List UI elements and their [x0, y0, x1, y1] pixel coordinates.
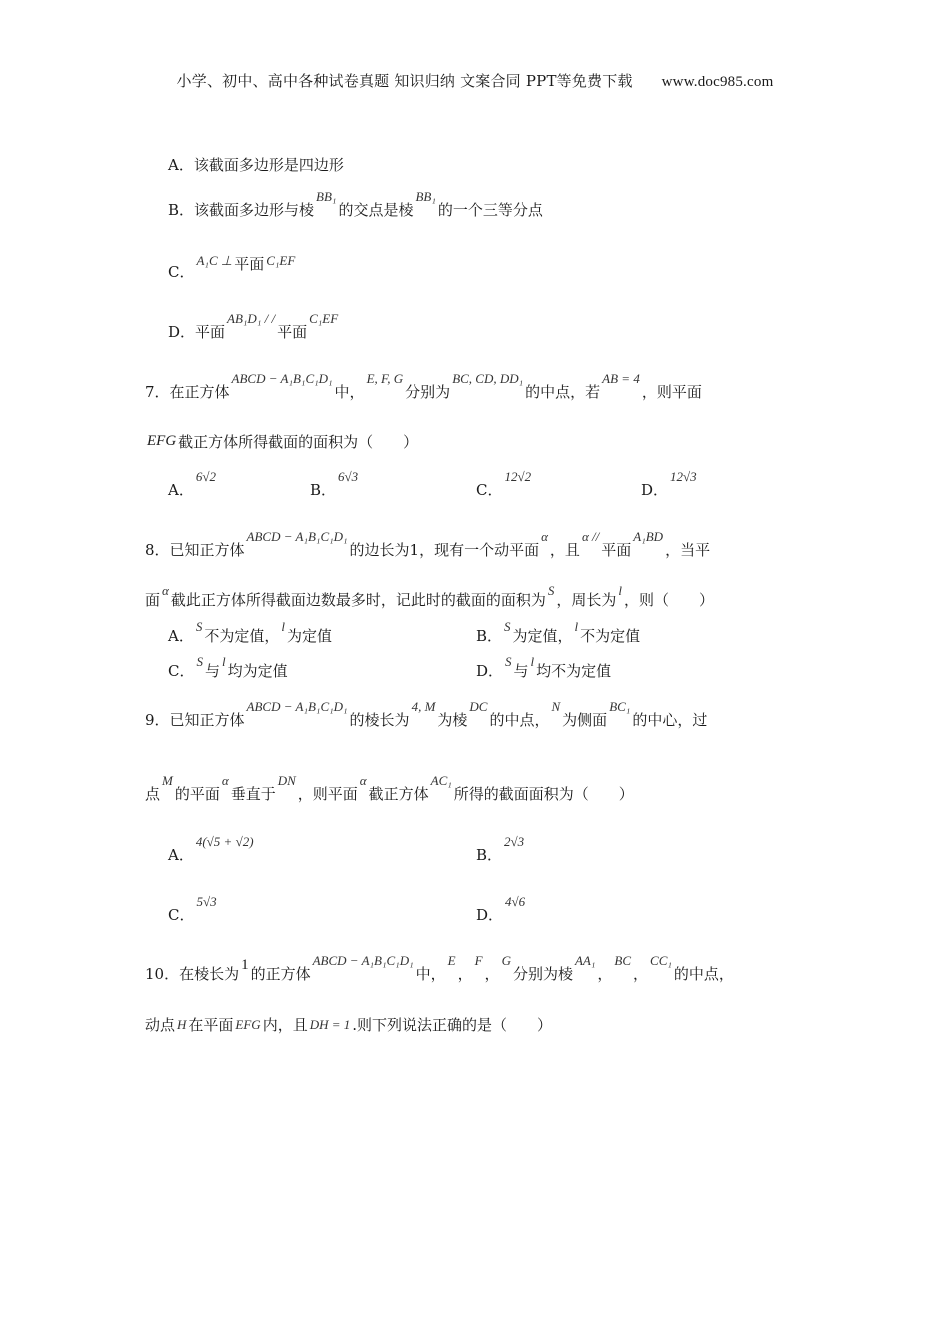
- q-text: 平面: [601, 541, 632, 559]
- q9-stem-line1: [145, 699, 708, 731]
- q8-stem-line2: [145, 583, 715, 611]
- option-label: A．: [168, 481, 194, 499]
- q6-option-d: [168, 311, 340, 343]
- q-text: ，: [633, 965, 649, 983]
- q10-stem-line1: [145, 953, 734, 985]
- option-text: 均不为定值: [536, 662, 612, 680]
- math-expr: ABCD − A₁B₁C₁D₁: [246, 529, 348, 544]
- math-expr: l: [222, 654, 226, 669]
- q6-option-b: [168, 189, 543, 221]
- math-expr: 1: [241, 957, 249, 973]
- math-expr: 4(√5 + √2): [195, 834, 254, 849]
- math-expr: AB = 4: [602, 371, 640, 386]
- q-text: 中，: [415, 965, 446, 983]
- math-expr: 4, M: [411, 699, 436, 714]
- math-expr: 6√3: [338, 469, 359, 484]
- math-expr: N: [551, 699, 561, 714]
- q9-option-c: [168, 894, 219, 926]
- option-label: C．: [168, 263, 195, 281]
- q9-stem-line2: [145, 773, 634, 805]
- math-expr: S: [547, 583, 555, 598]
- option-text: 为定值: [286, 627, 332, 645]
- q-text: 动点: [145, 1016, 176, 1034]
- option-label: C．: [476, 481, 503, 499]
- q-text: 10．在棱长为: [145, 965, 240, 983]
- math-expr: S: [196, 654, 203, 669]
- math-expr: l: [574, 619, 579, 634]
- q8-option-b: [476, 619, 641, 647]
- q9-option-d: [476, 894, 527, 926]
- q9-option-a: [168, 834, 256, 866]
- q7-option-c: [476, 469, 533, 501]
- q-text: ，且: [549, 541, 580, 559]
- math-expr: α: [221, 773, 229, 788]
- q8-option-c: [168, 654, 288, 682]
- q8-option-a: [168, 619, 332, 647]
- option-text: 平面: [234, 255, 265, 273]
- option-label: D．: [641, 481, 669, 499]
- math-expr: M: [162, 773, 173, 788]
- q-text: 分别为: [405, 383, 451, 401]
- q-text: 的正方体: [250, 965, 311, 983]
- math-expr: DC: [469, 699, 488, 714]
- math-expr: C₁EF: [309, 311, 339, 326]
- option-text: 为定值，: [512, 627, 573, 645]
- q7-stem-line2: [145, 432, 418, 453]
- q-text: .则下列说法正确的是（ ）: [352, 1016, 553, 1034]
- option-label: C．: [168, 662, 195, 680]
- q10-stem-line2: [145, 1015, 552, 1036]
- q-text: 的中心，过: [632, 711, 708, 729]
- math-expr: EFG: [235, 1017, 261, 1032]
- q7-option-d: [641, 469, 699, 501]
- option-label: B．: [476, 627, 503, 645]
- q-text: 在平面: [188, 1016, 234, 1034]
- math-expr: 6√2: [195, 469, 216, 484]
- option-text: 与: [204, 662, 220, 680]
- option-label: B．: [476, 846, 503, 864]
- math-expr: DN: [277, 773, 296, 788]
- q-text: 截正方体: [368, 785, 429, 803]
- math-expr: 12√3: [670, 469, 697, 484]
- math-expr: C₁EF: [266, 253, 296, 268]
- math-expr: 12√2: [504, 469, 532, 484]
- q-text: ，: [457, 965, 473, 983]
- option-text: 均为定值: [227, 662, 288, 680]
- page-header: [0, 70, 950, 91]
- q9-option-b: [476, 834, 526, 866]
- q-text: 为棱: [437, 711, 468, 729]
- q7-stem-line1: [145, 371, 702, 403]
- math-expr: l: [530, 654, 535, 669]
- q-text: 的中点，: [673, 965, 734, 983]
- math-expr: α: [541, 529, 548, 544]
- q-text: 的棱长为: [349, 711, 410, 729]
- math-expr: A₁C ⊥: [196, 253, 233, 268]
- q6-option-c: [168, 253, 297, 283]
- option-text: 的一个三等分点: [437, 201, 543, 219]
- option-text: 不为定值: [580, 627, 641, 645]
- q-text: 面: [145, 591, 161, 609]
- option-text: D．平面: [168, 323, 226, 341]
- q-text: 截此正方体所得截面边数最多时，记此时的截面的面积为: [170, 591, 546, 609]
- q-text: 9．已知正方体: [145, 711, 245, 729]
- math-expr: G: [501, 953, 511, 968]
- math-expr: H: [177, 1017, 187, 1032]
- math-expr: l: [618, 583, 622, 598]
- option-text: 的交点是棱: [338, 201, 414, 219]
- math-expr: α: [359, 773, 367, 788]
- math-expr: BB₁: [415, 189, 436, 204]
- q-text: 7．在正方体: [145, 383, 230, 401]
- q8-option-d: [476, 654, 612, 682]
- q-text: 点: [145, 785, 161, 803]
- option-label: B．: [310, 481, 337, 499]
- q-text: 内，且: [262, 1016, 308, 1034]
- option-label: D．: [476, 662, 504, 680]
- q8-stem-line1: [145, 529, 711, 561]
- math-expr: BB₁: [316, 189, 337, 204]
- math-expr: ABCD − A₁B₁C₁D₁: [231, 371, 333, 386]
- math-expr: BC: [614, 953, 632, 968]
- q-text: 为侧面: [562, 711, 608, 729]
- q-text: 的边长为1，现有一个动平面: [349, 541, 540, 559]
- q-text: ，则平面: [297, 785, 358, 803]
- q-text: 的中点，: [489, 711, 550, 729]
- option-text: 平面: [277, 323, 308, 341]
- q-text: 中，: [334, 383, 365, 401]
- math-expr: 2√3: [504, 834, 525, 849]
- q-text: ，: [597, 965, 613, 983]
- q-text: ，周长为: [556, 591, 617, 609]
- math-expr: BC, CD, DD₁: [452, 371, 524, 386]
- option-label: A．: [168, 627, 194, 645]
- option-text: A．该截面多边形是四边形: [168, 156, 344, 174]
- math-expr: AA₁: [574, 953, 596, 968]
- math-expr: E: [447, 953, 456, 968]
- math-expr: F: [474, 953, 483, 968]
- q-text: ，则平面: [641, 383, 702, 401]
- q7-option-b: [310, 469, 360, 501]
- q-text: ，: [484, 965, 500, 983]
- math-expr: DH = 1: [309, 1017, 351, 1032]
- header-site[interactable]: www.doc985.com: [661, 74, 774, 90]
- option-label: A．: [168, 846, 194, 864]
- math-expr: S: [195, 619, 203, 634]
- math-expr: α: [162, 583, 169, 598]
- math-expr: ABCD − A₁B₁C₁D₁: [246, 699, 348, 714]
- q-text: 的平面: [174, 785, 220, 803]
- header-text: 小学、初中、高中各种试卷真题 知识归纳 文案合同 PPT等免费下载: [176, 72, 633, 90]
- q-text: 8．已知正方体: [145, 541, 245, 559]
- q-text: 垂直于: [230, 785, 276, 803]
- q-text: ，当平: [665, 541, 711, 559]
- math-expr: ABCD − A₁B₁C₁D₁: [312, 953, 414, 968]
- math-expr: S: [505, 654, 512, 669]
- math-expr: A₁BD: [633, 529, 664, 544]
- option-label: D．: [476, 906, 504, 924]
- option-label: C．: [168, 906, 195, 924]
- math-expr: EFG: [147, 433, 177, 449]
- q-text: ，则（ ）: [624, 591, 715, 609]
- math-expr: α //: [581, 529, 600, 544]
- math-expr: E, F, G: [366, 371, 404, 386]
- math-expr: S: [504, 619, 511, 634]
- option-text: B．该截面多边形与棱: [168, 201, 315, 219]
- math-expr: 4√6: [505, 894, 526, 909]
- q6-option-a: [168, 155, 344, 175]
- q-text: 截正方体所得截面的面积为（ ）: [178, 433, 419, 451]
- math-expr: CC₁: [650, 953, 672, 968]
- q7-option-a: [168, 469, 218, 501]
- math-expr: 5√3: [196, 894, 217, 909]
- math-expr: BC₁: [609, 699, 631, 714]
- math-expr: l: [281, 619, 285, 634]
- math-expr: AC₁: [430, 773, 452, 788]
- math-expr: AB₁D₁ / /: [227, 311, 276, 326]
- q-text: 所得的截面面积为（ ）: [453, 785, 634, 803]
- option-text: 与: [513, 662, 529, 680]
- q-text: 的中点，若: [525, 383, 601, 401]
- q-text: 分别为棱: [512, 965, 573, 983]
- option-text: 不为定值，: [204, 627, 280, 645]
